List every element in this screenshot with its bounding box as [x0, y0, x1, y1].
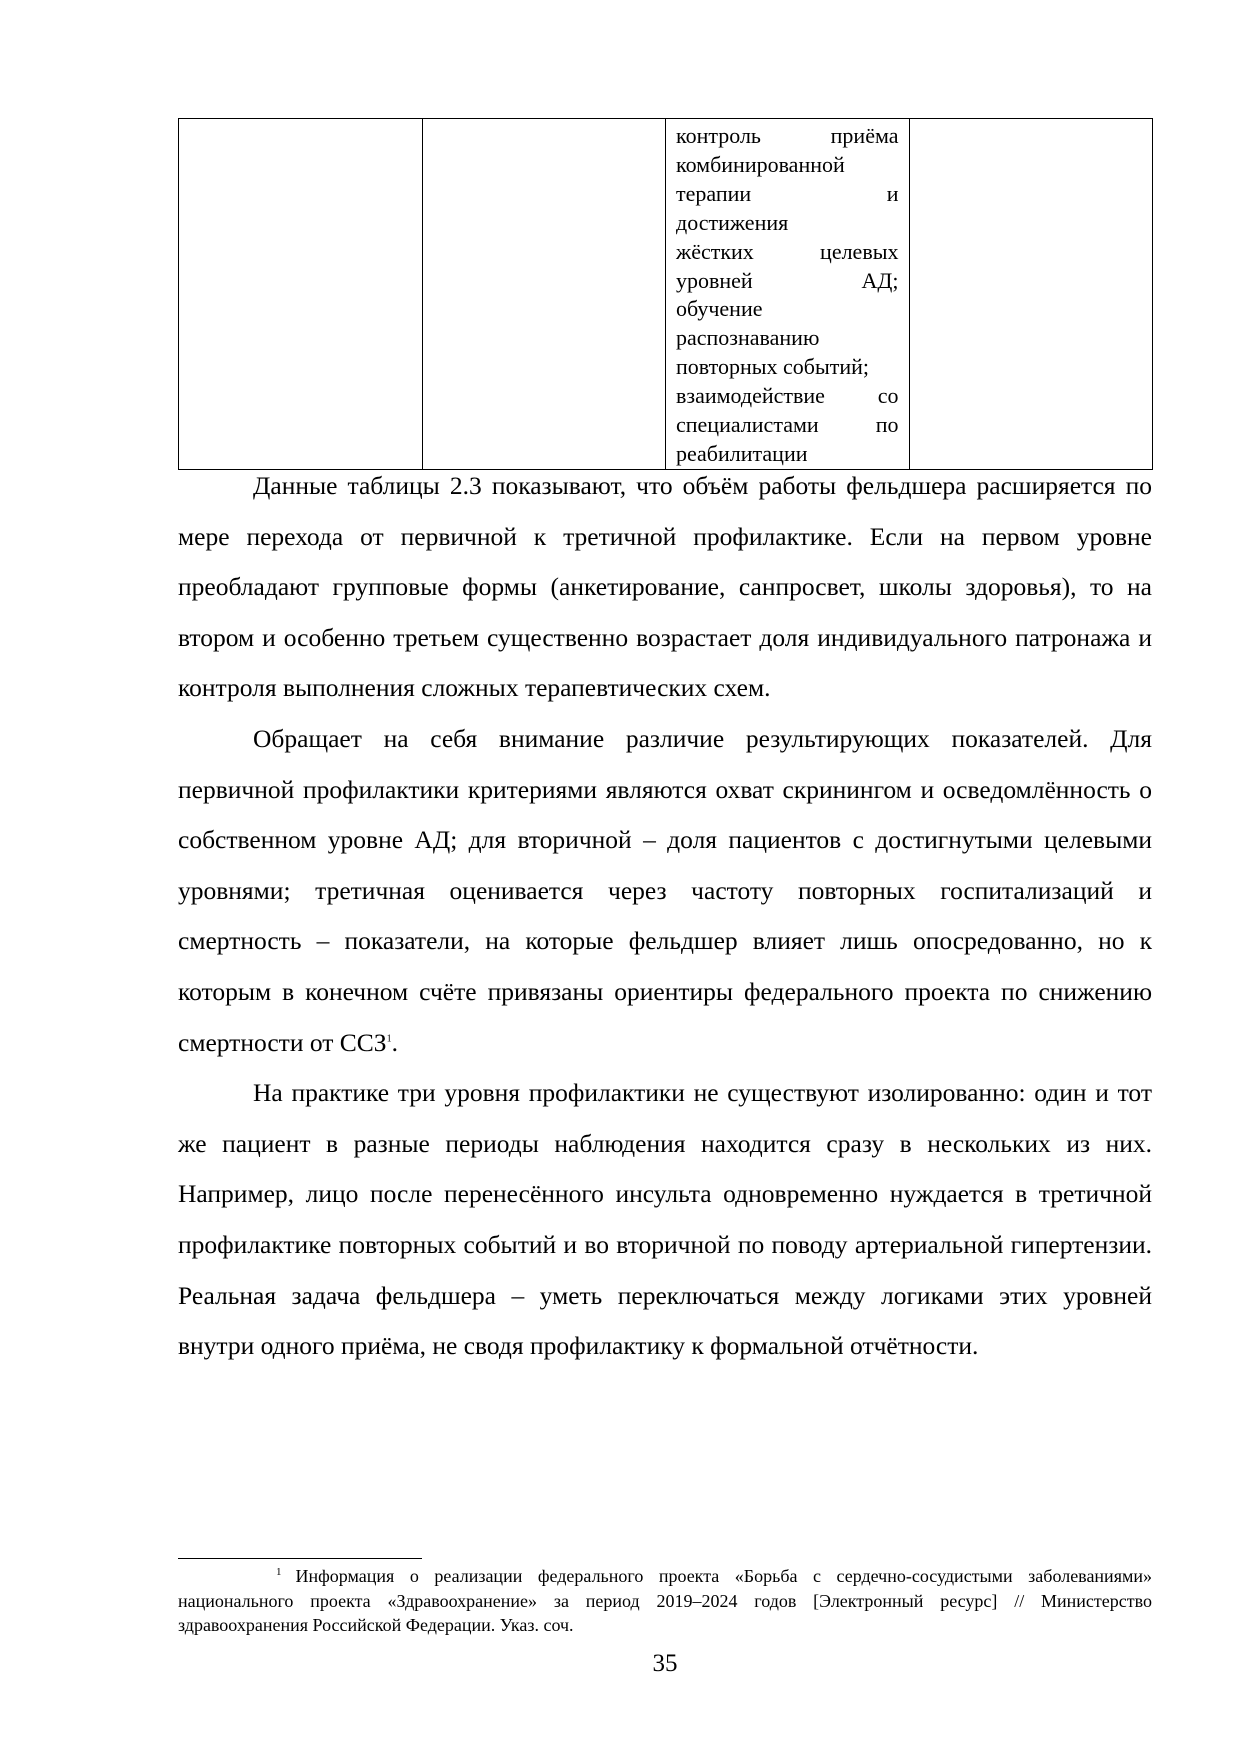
- paragraph-1: Данные таблицы 2.3 показывают, что объём работы фельдшера расширяется по мере перехода от первичной к третичной профилактике. Если на первом уровне преобладают групповые формы (анкетирование, санпросвет, школы здоровья), то на втором и особенно третьем существенно возрастает доля индивидуального патронажа и контроля выполнения сложных терапевтических схем.: [178, 471, 1152, 703]
- paragraph-2-text: Обращает на себя внимание различие результирующих показателей. Для первичной профилактики критериями являются охват скринингом и осведомлённость о собственном уровне АД; для вторичной – доля пациентов с достигнутыми целевыми уровнями; третичная оценивается через частоту повторных госпитализаций и смертность – показатели, на которые фельдшер влияет лишь опосредованно, но к которым в конечном счёте привязаны ориентиры федерального проекта по снижению смертности от ССЗ: [178, 723, 1152, 1057]
- cell-line: достижения: [676, 209, 789, 235]
- cell-line: терапии и: [676, 180, 899, 206]
- page-number: 35: [652, 1650, 678, 1677]
- table-cell-2: [422, 119, 666, 470]
- footnote: [178, 1564, 1152, 1638]
- body-text: [178, 461, 1152, 1372]
- cell-line: взаимодействие со: [676, 383, 899, 409]
- continuation-table: [178, 118, 1153, 470]
- footnote-text: Информация о реализации федерального проекта «Борьба с сердечно-сосудистыми заболеваниями» национального проекта «Здравоохранение» за период 2019–2024 годов [Электронный ресурс] // Министерство здравоохранения Российской Федерации. Указ. соч.: [178, 1566, 1152, 1635]
- footnote-mark: 1: [276, 1566, 282, 1578]
- cell-line: реабилитации: [676, 440, 808, 466]
- table-row: [179, 119, 1153, 470]
- paragraph-2: [178, 714, 1152, 1068]
- cell-line: комбинированной: [676, 151, 845, 177]
- table-cell-4: [909, 119, 1153, 470]
- table-cell-1: [179, 119, 423, 470]
- cell-line: жёстких целевых: [676, 238, 899, 264]
- footnote-separator: [178, 1558, 422, 1559]
- cell-line: обучение: [676, 296, 763, 322]
- cell-line: уровней АД;: [676, 267, 899, 293]
- table-cell-3-text: [666, 119, 909, 469]
- cell-line: распознаванию: [676, 325, 820, 351]
- table-cell-3: [666, 119, 910, 470]
- cell-line: контроль приёма: [676, 123, 899, 148]
- cell-line: повторных событий;: [676, 354, 870, 380]
- footnote-reference[interactable]: 1: [386, 1033, 392, 1045]
- paragraph-3: На практике три уровня профилактики не существуют изолированно: один и тот же пациент в разные периоды наблюдения находится сразу в нескольких из них. Например, лицо после перенесённого инсульта одновременно нуждается в третичной профилактике повторных событий и во вторичной по поводу артериальной гипертензии. Реальная задача фельдшера – уметь переключаться между логиками этих уровней внутри одного приёма, не сводя профилактику к формальной отчётности.: [178, 1078, 1152, 1361]
- paragraph-2-end: .: [391, 1027, 398, 1057]
- cell-line: специалистами по: [676, 412, 899, 438]
